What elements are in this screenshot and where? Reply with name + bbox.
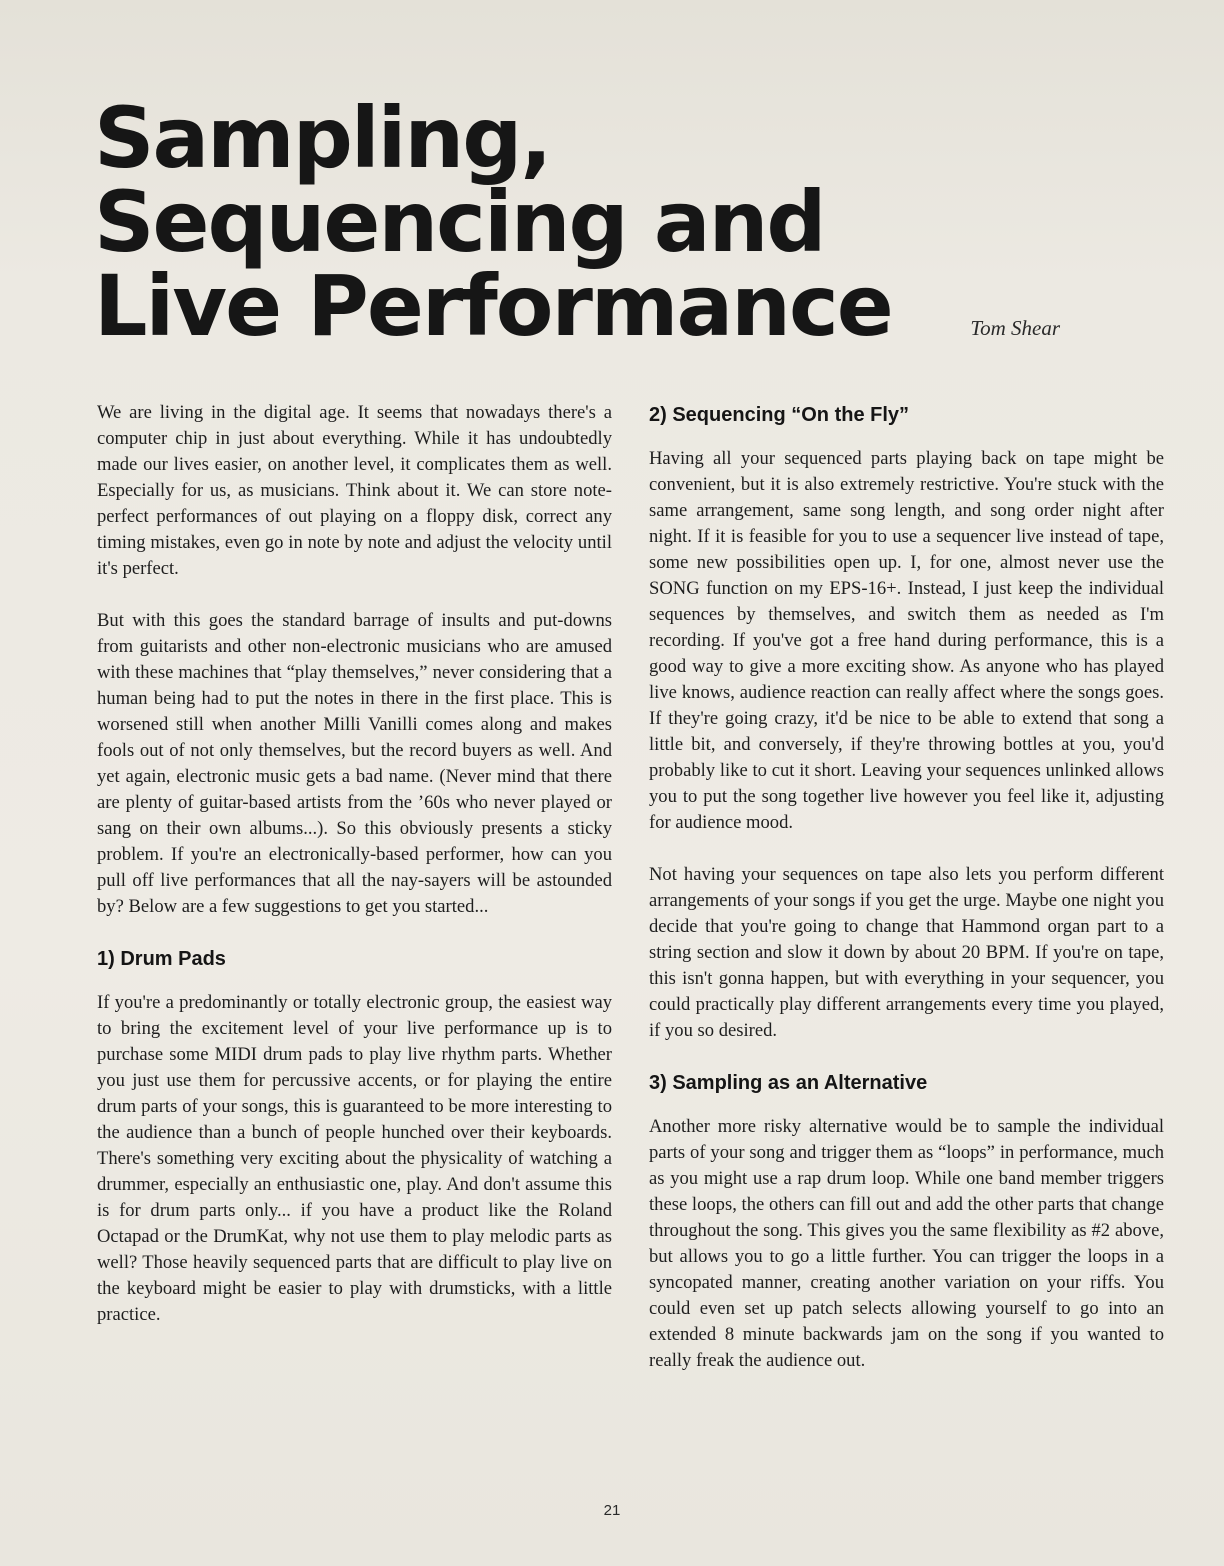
article-title-line-1: Sampling, Sequencing and — [94, 89, 825, 271]
drum-pads-paragraph: If you're a predominantly or totally electronic group, the easiest way to bring the excitement level of your live performance up is to purchase some MIDI drum pads to play live rhythm parts. Whether you just use them for percussive accents, or for playing the entire drum parts of your songs, this is guaranteed to be more interesting to the audience than a bunch of people hunched over their keyboards. There's something very exciting about the physicality of watching a drummer, especially an enthusiastic one, play. And don't assume this is for drum parts only... if you have a product like the Roland Octapad or the DrumKat, why not use them to play melodic parts as well? Those heavily sequenced parts that are difficult to play live on the keyboard might be easier to play with drumsticks, with a little practice. — [97, 992, 612, 1325]
page-number: 21 — [603, 1502, 621, 1519]
intro-paragraph-1: We are living in the digital age. It seems that nowadays there's a computer chip in just about everything. While it has undoubtedly made our lives easier, on another level, it complicates them as well. Especially for us, as musicians. Think about it. We can store note-perfect performances of out playing on a floppy disk, correct any timing mistakes, even go in note by note and adjust the velocity until it's perfect. — [97, 402, 612, 579]
article-title — [94, 89, 1094, 355]
section-heading-drum-pads: 1) Drum Pads — [97, 948, 226, 970]
sampling-paragraph: Another more risky alternative would be to sample the individual parts of your song and trigger them as “loops” in performance, much as you might use a rap drum loop. While one band member triggers these loops, the others can fill out and add the other parts that change throughout the song. This gives you the same flexibility as #2 above, but allows you to go a little further. You can trigger the loops in a syncopated manner, creating another variation on your riffs. You could even set up patch selects allowing yourself to go into an extended 8 minute backwards jam on the song if you wanted to really freak the audience out. — [649, 1116, 1164, 1371]
article-title-line-2: Live Performance — [94, 257, 892, 355]
right-column — [649, 402, 1164, 1400]
sequencing-paragraph-1: Having all your sequenced parts playing back on tape might be convenient, but it is also extremely restrictive. You're stuck with the same arrangement, same song length, and song order night after night. If it is feasible for you to use a sequencer live instead of tape, some new possibilities open up. I, for one, almost never use the SONG function on my EPS-16+. Instead, I just keep the individual sequences by themselves, and switch them as needed as I'm recording. If you've got a free hand during performance, this is a good way to give a more exciting show. As anyone who has played live knows, audience reaction can really affect where the songs goes. If they're going crazy, it'd be nice to be able to extend that song a little bit, and conversely, if they're throwing bottles at you, you'd probably like to cut it short. Leaving your sequences unlinked allows you to put the song together live however you feel like it, adjusting for audience mood. — [649, 448, 1164, 833]
section-heading-sequencing: 2) Sequencing “On the Fly” — [649, 404, 910, 426]
intro-paragraph-2: But with this goes the standard barrage of insults and put-downs from guitarists and other non-electronic musicians who are amused with these machines that “play themselves,” never considering that a human being had to put the notes in there in the first place. This is worsened still when another Milli Vanilli comes along and makes fools out of not only themselves, but the record buyers as well. And yet again, electronic music gets a bad name. (Never mind that there are plenty of guitar-based artists from the ’60s who never played or sang on their own albums...). So this obviously presents a sticky problem. If you're an electronically-based performer, how can you pull off live performances that all the nay-sayers will be astounded by? Below are a few suggestions to get you started... — [97, 610, 612, 917]
left-column — [97, 400, 612, 1354]
author-byline: Tom Shear — [970, 316, 1060, 340]
sequencing-paragraph-2: Not having your sequences on tape also lets you perform different arrangements of your songs if you get the urge. Maybe one night you decide that you're going to change that Hammond organ part to a string section and slow it down by about 20 BPM. If you're on tape, this isn't gonna happen, but with everything in your sequencer, you could practically play different arrangements every time you played, if you so desired. — [649, 864, 1164, 1041]
section-heading-sampling: 3) Sampling as an Alternative — [649, 1072, 928, 1094]
